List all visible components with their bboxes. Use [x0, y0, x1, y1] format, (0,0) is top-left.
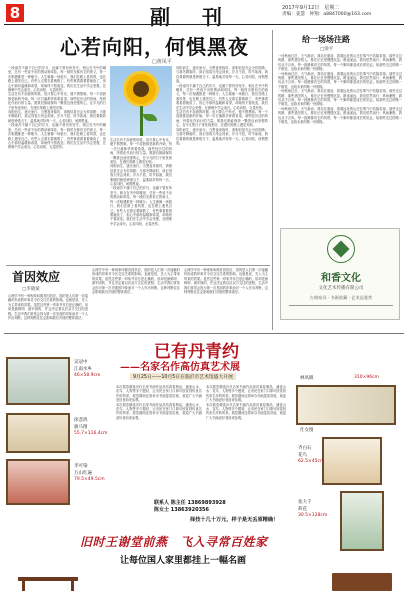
painting-3-size: 79.5×49.5cm [74, 477, 105, 482]
painting-4-sub: 仕女图 [300, 428, 314, 433]
second-article-text-2: 心理学中有一种现象叫做首因效应，指的是人们第一次接触时形成的印象对今后交往关系的影响。也就是说，先入为主带来的效果。虽然这些第一印象并非总是正确的，但却是最鲜明、最牢固的，并且决定着以后双方交往的进程。生活中我们常常会因为第一次见面的印象而对一个人作出判断，这种判断往往会影响我们对他的整体看法。 [92, 268, 180, 295]
section-rule-mid [6, 265, 270, 266]
exhibition-title: 已有丹青约 [154, 342, 239, 362]
painting-3-sub: 万山红遍 [74, 471, 92, 476]
painting-frame-1 [6, 357, 70, 405]
promo-title: 和香文化 [321, 273, 361, 284]
main-article-text-c: 向阳而生，逐光而行。当黑夜来临时，请相信星光会为你指路；当寒冬降临时，请记得春天终会到来。岁月不居，时节如流，我们要做的就是珍惜当下，温柔地对待每一天。心若向阳，何惧黑夜。 [8, 110, 106, 123]
exhibition-subtitle: ——名家名作高仿真艺术展 [120, 362, 240, 373]
main-article-text-b2: 生活总有不如意的时候，但只要心中有光，便不惧黑暗。每一个清晨都是新的开始，每一次日落都孕育着希望。那些经历过的风雨，终将化作前行的力量。愿我们都能保持一颗善良而坚强的心，在平凡的日子里发现美好，在漫长的路上遇见光明。 [110, 138, 172, 165]
side-article-text-2: 一场秋雨过后，天气渐凉。我站在窗前，看着远处的山峦在雾气中若隐若现。那些走过的路，那些遇见的人，都在记忆里慢慢沉淀。路途遥远，我们依然前行；风雨兼程，我们从不言弃。每一段路都有它的风景，每一个脚印都是成长的见证。给那些走过的路一个微笑，也给未来的路一份期待。 [278, 71, 402, 89]
promo-box [280, 228, 400, 320]
side-article-body [278, 54, 402, 224]
section-rule-bottom [4, 333, 404, 334]
main-article-col1 [8, 66, 106, 262]
painting-5-sub: 花鸟 [298, 453, 307, 458]
second-article-title: 首因效应 [12, 270, 61, 284]
main-article-title: 心若向阳，何惧黑夜 [60, 35, 249, 59]
second-article-text-3: 心理学中有一种现象叫做首因效应，指的是人们第一次接触时形成的印象对今后交往关系的影响。也就是说，先入为主带来的效果。虽然这些第一印象并非总是正确的，但却是最鲜明、最牢固的，并且决定着以后双方交往的进程。生活中我们常常会因为第一次见面的印象而对一个人作出判断，这种判断往往会影响我们对他的整体看法。 [184, 268, 268, 295]
editor-line: 责编：姜慧 钟翔：a8847000@163.com [282, 12, 372, 17]
section-title: 副 刊 [150, 5, 228, 29]
masthead-rule [4, 24, 404, 25]
main-article-text-b3: 生活总有不如意的时候，但只要心中有光，便不惧黑暗。每一个清晨都是新的开始，每一次日落都孕育着希望。那些经历过的风雨，终将化作前行的力量。愿我们都能保持一颗善良而坚强的心，在平凡的日子里发现美好，在漫长的路上遇见光明。 [176, 110, 268, 128]
painting-1-name: 吴冠中 [74, 360, 88, 365]
main-article-text-c2: 向阳而生，逐光而行。当黑夜来临时，请相信星光会为你指路；当寒冬降临时，请记得春天终会到来。岁月不居，时节如流，我们要做的就是珍惜当下，温柔地对待每一天。心若向阳，何惧黑夜。 [110, 164, 172, 187]
exhibition-intro-text-2: 本次展览精选历代名家书画作品高仿真复制品，涵盖山水、花鸟、人物等多个题材，让市民在家门口即可欣赏到传世名作的风采。展览期间还将举办书画鉴赏讲座，欢迎广大书画爱好者前来参观。 [116, 402, 202, 420]
table-leg-right [71, 581, 74, 591]
page-number: 8 [6, 4, 24, 22]
second-article-byline: □李晓斌 [22, 287, 40, 292]
painting-frame-5 [322, 437, 382, 485]
table-icon [18, 577, 78, 581]
main-article-text-c3: 向阳而生，逐光而行。当黑夜来临时，请相信星光会为你指路；当寒冬降临时，请记得春天终会到来。岁月不居，时节如流，我们要做的就是珍惜当下，温柔地对待每一天。心若向阳，何惧黑夜。 [176, 66, 268, 84]
second-article-col1 [8, 294, 88, 330]
painting-2-name: 徐悲鸿 [74, 418, 88, 423]
painting-4-name: 林风眠 [300, 376, 314, 381]
painting-3-name: 李可染 [74, 464, 88, 469]
painting-5-name: 齐白石 [298, 446, 312, 451]
exhibition-slogan-2: 让每位国人家里都挂上一幅名画 [120, 556, 247, 566]
main-article-text-a: 一段南苏不属于自己的岁月，也属于曾有所坚守。相互在书中的哪里，总有一些说不出的感动和牵挂。每一段时光都有它的意义，每一次相遇都是一种缘分。人生就像一场旅行，我们在路上看风景，也在路上遇见自己。有些人走着走着就散了，有些事看着看着就淡了，但心中那份温暖和希望，却始终不曾改变。我们在生活中学会坚强，在困难中学会成长。心若向阳，无畏悲伤。 [8, 66, 106, 93]
exhibition-intro-text: 本次展览精选历代名家书画作品高仿真复制品，涵盖山水、花鸟、人物等多个题材，让市民在家门口即可欣赏到传世名作的风采。展览期间还将举办书画鉴赏讲座，欢迎广大书画爱好者前来参观。 [116, 385, 202, 403]
exhibition-intro-text-3: 本次展览精选历代名家书画作品高仿真复制品，涵盖山水、花鸟、人物等多个题材，让市民在家门口即可欣赏到传世名作的风采。展览期间还将举办书画鉴赏讲座，欢迎广大书画爱好者前来参观。 [206, 385, 286, 403]
painting-frame-3 [6, 459, 70, 505]
exhibition-intro-text-4: 本次展览精选历代名家书画作品高仿真复制品，涵盖山水、花鸟、人物等多个题材，让市民在家门口即可欣赏到传世名作的风采。展览期间还将举办书画鉴赏讲座，欢迎广大书画爱好者前来参观。 [206, 402, 286, 420]
side-article-byline: □梁平 [320, 47, 334, 52]
exhibition-right-slogan: 择技十几十万元，样子是无丢原精确！ [190, 517, 279, 523]
main-article-col2 [110, 138, 172, 262]
sunflower-center [133, 81, 149, 97]
painting-6-name: 张大千 [298, 500, 312, 505]
promo-rule [289, 305, 393, 306]
side-article-text-3: 一场秋雨过后，天气渐凉。我站在窗前，看着远处的山峦在雾气中若隐若现。那些走过的路，那些遇见的人，都在记忆里慢慢沉淀。路途遥远，我们依然前行；风雨兼程，我们从不言弃。每一段路都有它的风景，每一个脚印都是成长的见证。给那些走过的路一个微笑，也给未来的路一份期待。 [278, 89, 402, 107]
table-leg-left [22, 581, 25, 591]
painting-6-size: 30.5×128cm [298, 513, 328, 518]
exhibition-ad [4, 335, 404, 596]
exhibition-slogan: 旧时王谢堂前燕 飞入寻常百姓家 [80, 535, 268, 549]
exhibition-intro [116, 385, 202, 495]
main-article-text-a2: 一段南苏不属于自己的岁月，也属于曾有所坚守。相互在书中的哪里，总有一些说不出的感动和牵挂。每一段时光都有它的意义，每一次相遇都是一种缘分。人生就像一场旅行，我们在路上看风景，也在路上遇见自己。有些人走着走着就散了，有些事看着看着就淡了，但心中那份温暖和希望，却始终不曾改变。我们在生活中学会坚强，在困难中学会成长。心若向阳，无畏悲伤。 [8, 123, 106, 150]
painting-frame-2 [6, 413, 70, 453]
painting-2-size: 55.7×116.4cm [74, 431, 108, 436]
main-article-text-c4: 向阳而生，逐光而行。当黑夜来临时，请相信星光会为你指路；当寒冬降临时，请记得春天终会到来。岁月不居，时节如流，我们要做的就是珍惜当下，温柔地对待每一天。心若向阳，何惧黑夜。 [176, 127, 268, 145]
side-article-text-4: 一场秋雨过后，天气渐凉。我站在窗前，看着远处的山峦在雾气中若隐若现。那些走过的路，那些遇见的人，都在记忆里慢慢沉淀。路途遥远，我们依然前行；风雨兼程，我们从不言弃。每一段路都有它的风景，每一个脚印都是成长的见证。给那些走过的路一个微笑，也给未来的路一份期待。 [278, 106, 402, 125]
exhibition-contact-1: 联系人 陈主任 13869893928 [154, 500, 226, 506]
exhibition-date: 9月25日——10月5日在临沂市艺术馆盛大开展 [130, 373, 236, 380]
masthead [0, 0, 408, 32]
main-article-col3 [176, 66, 268, 262]
second-article-col2 [92, 268, 180, 330]
cabinet-icon [332, 573, 392, 591]
exhibition-intro-b [206, 385, 286, 495]
painting-frame-6 [340, 491, 384, 551]
main-article-text-a3: 一段南苏不属于自己的岁月，也属于曾有所坚守。相互在书中的哪里，总有一些说不出的感动和牵挂。每一段时光都有它的意义，每一次相遇都是一种缘分。人生就像一场旅行，我们在路上看风景，也在路上遇见自己。有些人走着走着就散了，有些事看着看着就淡了，但心中那份温暖和希望，却始终不曾改变。我们在生活中学会坚强，在困难中学会成长。心若向阳，无畏悲伤。 [110, 186, 172, 226]
painting-frame-4 [296, 385, 396, 425]
exhibition-contact-2: 陈女士 13863920356 [154, 507, 210, 513]
painting-2-sub: 骏马图 [74, 425, 88, 430]
main-article-text-a4: 一段南苏不属于自己的岁月，也属于曾有所坚守。相互在书中的哪里，总有一些说不出的感动和牵挂。每一段时光都有它的意义，每一次相遇都是一种缘分。人生就像一场旅行，我们在路上看风景，也在路上遇见自己。有些人走着走着就散了，有些事看着看着就淡了，但心中那份温暖和希望，却始终不曾改变。我们在生活中学会坚强，在困难中学会成长。心若向阳，无畏悲伤。 [176, 83, 268, 110]
furniture-strip [8, 573, 400, 593]
promo-subtitle: 文化艺术传播有限公司 [318, 286, 364, 291]
column-rule-right [272, 30, 273, 330]
side-article-text: 一场秋雨过后，天气渐凉。我站在窗前，看着远处的山峦在雾气中若隐若现。那些走过的路，那些遇见的人，都在记忆里慢慢沉淀。路途遥远，我们依然前行；风雨兼程，我们从不言弃。每一段路都有它的风景，每一个脚印都是成长的见证。给那些走过的路一个微笑，也给未来的路一份期待。 [278, 54, 402, 72]
main-article-byline: □黄凤平 [152, 59, 172, 65]
sunflower-photo [110, 66, 172, 136]
sunflower-stem [140, 106, 143, 136]
main-article-text-b: 生活总有不如意的时候，但只要心中有光，便不惧黑暗。每一个清晨都是新的开始，每一次日落都孕育着希望。那些经历过的风雨，终将化作前行的力量。愿我们都能保持一颗善良而坚强的心，在平凡的日子里发现美好，在漫长的路上遇见光明。 [8, 92, 106, 110]
painting-4-size: 310×96cm [354, 375, 379, 380]
date-line: 2017年9月12日 星期二 [282, 5, 340, 11]
sunflower-leaf [143, 114, 157, 121]
side-article-title: 给一场场注路 [302, 34, 350, 44]
second-article-text: 心理学中有一种现象叫做首因效应，指的是人们第一次接触时形成的印象对今后交往关系的影响。也就是说，先入为主带来的效果。虽然这些第一印象并非总是正确的，但却是最鲜明、最牢固的，并且决定着以后双方交往的进程。生活中我们常常会因为第一次见面的印象而对一个人作出判断，这种判断往往会影响我们对他的整体看法。 [8, 294, 88, 321]
second-article-col3 [184, 268, 268, 330]
painting-1-size: 46×58.9cm [74, 373, 101, 378]
painting-1-sub: 江南水乡 [74, 367, 92, 372]
painting-5-size: 62.5×45cm [298, 459, 325, 464]
promo-body: 古典家具 · 书画收藏 · 艺术品鉴赏 [309, 295, 373, 300]
painting-6-sub: 荷花 [298, 507, 307, 512]
